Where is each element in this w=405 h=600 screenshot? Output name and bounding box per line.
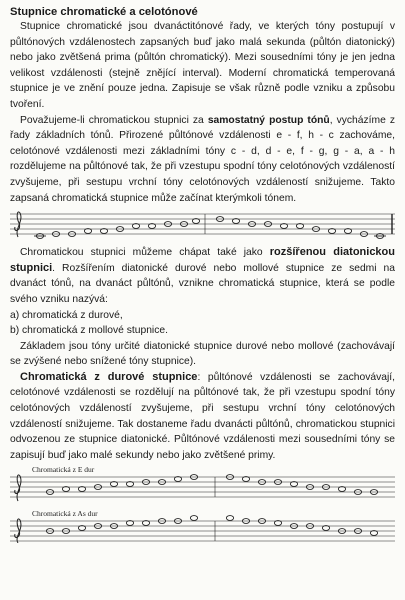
section-title: Stupnice chromatické a celotónové — [10, 6, 198, 18]
paragraph-from-major — [10, 370, 395, 464]
paragraph-basis: Základem jsou tóny určité diatonické stupnice durové nebo mollové (zachovávají se zvýšené nebo snížené tóny stupnice). — [10, 340, 395, 368]
p3-bold: rozšířenou diatonickou stupnici — [10, 246, 395, 274]
paragraph-intro: Stupnice chromatické jsou dvanáctitónové řady, ve kterých tóny postupují v půltónových vzdálenostech zapsaných buď jako malá sekunda (půltón diatonický) nebo jako zvětšená prima (půltón chromatický). Mezi sousedními tóny je jen jedna velikost vzdálenosti (stejně znějící interval). Moderní chromatická temperovaná stupnice je ve znění pouze jedna. Zapisuje se však různě podle vzniku a způsobu tvoření. — [10, 21, 395, 110]
list-item-b: b) chromatická z mollové stupnice. — [10, 325, 168, 337]
music-staff-as-major — [10, 509, 395, 543]
p3-text-a: Chromatickou stupnici můžeme chápat také jako — [20, 247, 270, 259]
p2-text-a: Považujeme-li chromatickou stupnici za — [20, 114, 208, 126]
p3-text-b: . Rozšířením diatonické durové nebo mollové stupnice ze sedmi na dvanáct tónů, na dvanáct půltónů, vznikne chromatická stupnice, která se podle svého vzniku nazývá: — [10, 262, 395, 305]
staff-label-e-dur: Chromatická z E dur — [32, 465, 95, 475]
music-staff-e-major — [10, 465, 395, 503]
p2-text-b: , vycházíme z řady základních tónů. Přirozené půltónové vzdálenosti e - f, h - c zachováme, celotónové vzdálenosti mezi základními tóny c - d, d - e, f - g, g - a, a - h rozdělujeme na půltónové tak, že při vzestupu spodní tóny celotónových vzdáleností zvyšujeme, při sestupu vrchní tóny celotónových vzdáleností snižujeme. Takto zapsaná chromatická stupnice může začínat kterýmkoli tónem. — [10, 114, 395, 204]
paragraph-independent-scale — [10, 113, 395, 207]
staff-notes — [34, 217, 386, 239]
music-staff-chromatic-c — [10, 209, 395, 239]
paragraph-extended-diatonic — [10, 245, 395, 307]
p5-bold: Chromatická z durové stupnice — [20, 370, 198, 383]
p2-bold: samostatný postup tónů — [207, 114, 330, 126]
staff-label-as-dur: Chromatická z As dur — [32, 509, 98, 519]
list-item-a: a) chromatická z durové, — [10, 309, 123, 321]
p5-text: : půltónové vzdálenosti se zachovávají, celotónové vzdálenosti se rozdělují na půltónové tak, že při vzestupu spodní tóny celotónových vzdáleností zvyšujeme, při sestupu vrchní tóny celotónových vzdáleností snižujeme. Tak dostaneme řadu dvanácti půltónů, chromatickou stupnici odvozenou ze stupnice diatonické. Půltónové vzdálenosti mezi sousedními tóny se zapisují buď jako malé sekundy nebo jako zvětšené primy. — [10, 371, 395, 461]
